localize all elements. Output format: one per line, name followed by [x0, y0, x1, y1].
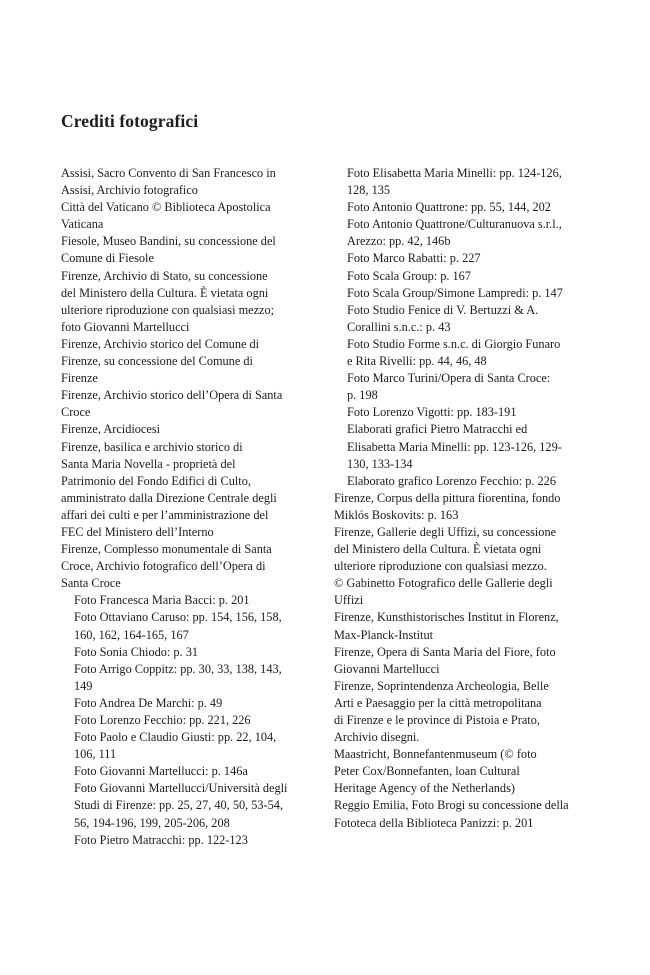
credit-line: Giovanni Martellucci [334, 661, 440, 676]
credit-entry [61, 268, 316, 336]
credit-line: Firenze [61, 371, 98, 386]
credit-line: Assisi, Sacro Convento di San Francesco in [61, 166, 276, 180]
credit-subentry [334, 216, 598, 250]
credit-line: Max-Planck-Institut [334, 627, 434, 642]
credit-line: Foto Studio Forme s.n.c. di Giorgio Funaro [347, 336, 561, 351]
credit-line: Foto Elisabetta Maria Minelli: pp. 124-126, [347, 166, 562, 180]
credit-line: Firenze, Corpus della pittura fiorentina, fondo [334, 490, 561, 505]
credit-line: Elisabetta Maria Minelli: pp. 123-126, 129- [347, 439, 562, 454]
credit-line: Croce [61, 405, 91, 420]
credit-line: Studi di Firenze: pp. 25, 27, 40, 50, 53-54, [74, 798, 284, 813]
credit-line: affari dei culti e per l’amministrazione del [61, 507, 269, 522]
credit-subentry [61, 729, 316, 763]
page-title: Crediti fotografici [61, 111, 199, 131]
credit-entry [61, 165, 316, 199]
credit-line: 149 [74, 678, 93, 693]
credit-line: Maastricht, Bonnefantenmuseum (© foto [334, 747, 537, 762]
credit-line: Elaborato grafico Lorenzo Fecchio: p. 226 [347, 473, 556, 488]
credit-line: ulteriore riproduzione con qualsiasi mezzo; [61, 302, 275, 317]
credits-column-left [61, 165, 316, 849]
credit-line: Patrimonio del Fondo Edifici di Culto, [61, 473, 251, 488]
credit-line: Peter Cox/Bonnefanten, loan Cultural [334, 764, 520, 779]
credit-subentry [334, 336, 598, 370]
credit-line: Firenze, Arcidiocesi [61, 422, 161, 437]
credit-subentry [334, 199, 598, 216]
credit-line: Croce, Archivio fotografico dell’Opera di [61, 559, 266, 574]
credit-line: Elaborati grafici Pietro Matracchi ed [347, 422, 528, 437]
credit-entry [61, 439, 316, 542]
credit-line: ulteriore riproduzione con qualsiasi mezzo. [334, 559, 547, 574]
credit-subentry [61, 644, 316, 661]
credit-line: Firenze, Soprintendenza Archeologia, Belle [334, 678, 549, 693]
credit-line: Miklós Boskovits: p. 163 [334, 507, 459, 522]
credit-line: Uffizi [334, 593, 364, 608]
credit-entry [61, 387, 316, 421]
credit-line: Firenze, Archivio di Stato, su concessione [61, 268, 268, 283]
credit-line: 128, 135 [347, 183, 391, 198]
credit-entry [61, 541, 316, 592]
credit-subentry [61, 780, 316, 831]
credit-entry [334, 746, 598, 797]
credit-line: Foto Lorenzo Fecchio: pp. 221, 226 [74, 713, 251, 727]
credit-entry [334, 678, 598, 746]
credit-line: Foto Arrigo Coppitz: pp. 30, 33, 138, 143, [74, 661, 282, 676]
credit-subentry [334, 285, 598, 302]
credit-line: Foto Scala Group: p. 167 [347, 268, 471, 283]
credit-line: Foto Antonio Quattrone/Culturanuova s.r.l., [347, 217, 562, 232]
credit-subentry [334, 473, 598, 490]
credit-line: Arezzo: pp. 42, 146b [347, 234, 451, 249]
credit-line: Foto Lorenzo Vigotti: pp. 183-191 [347, 405, 517, 420]
credit-line: Firenze, basilica e archivio storico di [61, 439, 243, 454]
credit-subentry [334, 421, 598, 472]
credit-line: Foto Paolo e Claudio Giusti: pp. 22, 104, [74, 730, 277, 745]
credit-line: Firenze, su concessione del Comune di [61, 354, 253, 369]
credit-line: © Gabinetto Fotografico delle Gallerie degli [334, 576, 553, 591]
credit-line: Firenze, Archivio storico del Comune di [61, 336, 260, 351]
credit-line: Arti e Paesaggio per la città metropolitana [334, 695, 542, 710]
credit-line: Foto Francesca Maria Bacci: p. 201 [74, 593, 250, 608]
credit-subentry [334, 302, 598, 336]
credit-line: amministrato dalla Direzione Centrale degli [61, 490, 277, 505]
credit-subentry [61, 695, 316, 712]
credit-line: Reggio Emilia, Foto Brogi su concessione della [334, 798, 569, 813]
credit-line: FEC del Ministero dell’Interno [61, 524, 214, 539]
credit-line: Città del Vaticano © Biblioteca Apostolica [61, 200, 271, 215]
credit-subentry [334, 404, 598, 421]
credit-line: Foto Giovanni Martellucci/Università degli [74, 781, 288, 796]
credit-line: del Ministero della Cultura. È vietata ogni [334, 542, 542, 557]
credit-line: Foto Studio Fenice di V. Bertuzzi & A. [347, 302, 539, 317]
credit-entry [61, 199, 316, 233]
credit-line: Foto Antonio Quattrone: pp. 55, 144, 202 [347, 200, 551, 215]
credit-line: di Firenze e le province di Pistoia e Prato, [334, 713, 540, 727]
credit-subentry [61, 609, 316, 643]
credit-entry [61, 336, 316, 387]
credit-line: Foto Ottaviano Caruso: pp. 154, 156, 158, [74, 610, 282, 625]
credit-subentry [61, 592, 316, 609]
credit-line: Vaticana [61, 217, 104, 232]
credit-line: Heritage Agency of the Netherlands) [334, 781, 515, 796]
credit-line: Foto Sonia Chiodo: p. 31 [74, 644, 199, 659]
credit-line: 56, 194-196, 199, 205-206, 208 [74, 815, 230, 830]
credit-line: Foto Marco Turini/Opera di Santa Croce: [347, 371, 551, 386]
credit-line: Firenze, Kunsthistorisches Institut in Florenz, [334, 610, 559, 625]
credit-line: Foto Marco Rabatti: p. 227 [347, 251, 481, 266]
credit-line: Foto Scala Group/Simone Lampredi: p. 147 [347, 285, 563, 300]
credit-subentry [61, 763, 316, 780]
credit-line: Firenze, Complesso monumentale di Santa [61, 542, 272, 557]
credit-line: Foto Pietro Matracchi: pp. 122-123 [74, 832, 248, 847]
credit-subentry [334, 268, 598, 285]
credits-column-right [334, 165, 598, 832]
credit-line: 106, 111 [74, 747, 117, 762]
credit-entry [61, 233, 316, 267]
credit-line: Santa Croce [61, 576, 121, 591]
credit-subentry [61, 712, 316, 729]
credit-subentry [334, 370, 598, 404]
credit-line: del Ministero della Cultura. È vietata ogni [61, 285, 269, 300]
credit-entry [334, 490, 598, 524]
credit-entry [61, 421, 316, 438]
credit-entry [334, 524, 598, 609]
credit-line: p. 198 [347, 388, 378, 403]
credit-subentry [334, 250, 598, 267]
credit-line: Archivio disegni. [334, 730, 420, 745]
credit-line: e Rita Rivelli: pp. 44, 46, 48 [347, 354, 487, 369]
credit-line: Foto Giovanni Martellucci: p. 146a [74, 764, 248, 779]
credit-line: Corallini s.n.c.: p. 43 [347, 319, 451, 334]
credit-subentry [334, 165, 598, 199]
credit-line: Fototeca della Biblioteca Panizzi: p. 201 [334, 815, 534, 830]
credit-line: Foto Andrea De Marchi: p. 49 [74, 695, 223, 710]
credit-entry [334, 644, 598, 678]
credit-line: Assisi, Archivio fotografico [61, 183, 198, 198]
credit-entry [334, 797, 598, 831]
credit-entry [334, 609, 598, 643]
credit-line: Firenze, Gallerie degli Uffizi, su concessione [334, 524, 557, 539]
credit-line: 160, 162, 164-165, 167 [74, 627, 189, 642]
credit-line: Comune di Fiesole [61, 251, 154, 266]
credit-line: Fiesole, Museo Bandini, su concessione del [61, 234, 276, 249]
credit-line: 130, 133-134 [347, 456, 413, 471]
credit-subentry [61, 661, 316, 695]
credit-line: foto Giovanni Martellucci [61, 319, 190, 334]
credit-line: Firenze, Opera di Santa Maria del Fiore, foto [334, 644, 556, 659]
credit-subentry [61, 832, 316, 849]
credit-line: Santa Maria Novella - proprietà del [61, 456, 236, 471]
credit-line: Firenze, Archivio storico dell’Opera di Santa [61, 388, 283, 403]
